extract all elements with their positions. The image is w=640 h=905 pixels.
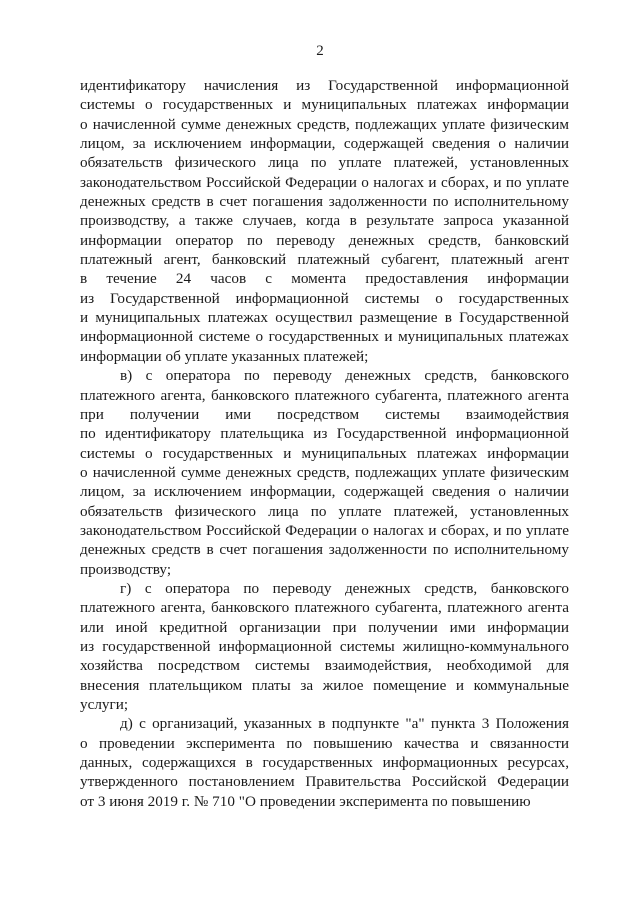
- paragraph: [80, 76, 569, 366]
- text-line: из государственной информационной системы жилищно-коммунального: [80, 637, 569, 655]
- text-line: при получении ими посредством системы взаимодействия: [80, 405, 569, 423]
- text-line: и муниципальных платежах осуществил размещение в Государственной: [80, 309, 569, 327]
- text-line: о проведении эксперимента по повышению качества и связанности: [80, 734, 569, 752]
- text-line: лицом, за исключением информации, содержащей сведения о наличии: [80, 135, 569, 153]
- text-line: денежных средств в счет погашения задолженности по исполнительному: [80, 541, 569, 559]
- text-line: системы о государственных и муниципальных платежах информации: [80, 96, 569, 114]
- text-line: из Государственной информационной системы о государственных: [80, 289, 569, 307]
- paragraph: [80, 579, 569, 714]
- text-line: г) с оператора по переводу денежных средств, банковского: [120, 579, 569, 597]
- text-line: услуги;: [80, 696, 129, 713]
- text-line: информационной системе о государственных и муниципальных платежах: [80, 328, 569, 346]
- text-line: утвержденного постановлением Правительства Российской Федерации: [80, 773, 569, 791]
- text-line: платежный агент, банковский платежный субагент, платежный агент: [80, 251, 569, 269]
- text-line: по идентификатору плательщика из Государственной информационной: [80, 425, 569, 443]
- text-line: в течение 24 часов с момента предоставления информации: [80, 270, 569, 288]
- text-line: или иной кредитной организации при получении ими информации: [80, 618, 569, 636]
- text-line: хозяйства посредством системы взаимодействия, необходимой для: [80, 657, 569, 675]
- text-line: от 3 июня 2019 г. № 710 "О проведении эксперимента по повышению: [80, 792, 531, 810]
- document-body: [80, 76, 569, 811]
- text-line: обязательств физического лица по уплате платежей, установленных: [80, 154, 569, 172]
- text-line: платежного агента, банковского платежного субагента, платежного агента: [80, 599, 569, 617]
- text-line: производству;: [80, 560, 172, 578]
- paragraph: [80, 366, 569, 579]
- text-line: о начисленной сумме денежных средств, подлежащих уплате физическим: [80, 463, 569, 481]
- text-line: информации оператор по переводу денежных средств, банковский: [80, 231, 569, 249]
- text-line: внесения плательщиком платы за жилое помещение и коммунальные: [80, 676, 569, 694]
- text-line: производству, а также случаев, когда в результате запроса указанной: [80, 212, 569, 230]
- text-line: идентификатору начисления из Государственной информационной: [80, 77, 569, 94]
- text-line: обязательств физического лица по уплате платежей, установленных: [80, 502, 569, 520]
- text-line: законодательством Российской Федерации о налогах и сборах, и по уплате: [80, 173, 569, 191]
- text-line: платежного агента, банковского платежного субагента, платежного агента: [80, 386, 569, 404]
- text-line: системы о государственных и муниципальных платежах информации: [80, 444, 569, 462]
- text-line: информации об уплате указанных платежей;: [80, 347, 369, 365]
- text-line: денежных средств в счет погашения задолженности по исполнительному: [80, 193, 569, 211]
- text-line: лицом, за исключением информации, содержащей сведения о наличии: [80, 483, 569, 501]
- text-line: о начисленной сумме денежных средств, подлежащих уплате физическим: [80, 115, 569, 133]
- text-line: д) с организаций, указанных в подпункте "а" пункта 3 Положения: [120, 715, 569, 733]
- page-number: 2: [316, 43, 324, 59]
- paragraph: [80, 714, 569, 811]
- text-line: данных, содержащихся в государственных информационных ресурсах,: [80, 754, 569, 772]
- text-line: в) с оператора по переводу денежных средств, банковского: [120, 367, 569, 385]
- text-line: законодательством Российской Федерации о налогах и сборах, и по уплате: [80, 521, 569, 539]
